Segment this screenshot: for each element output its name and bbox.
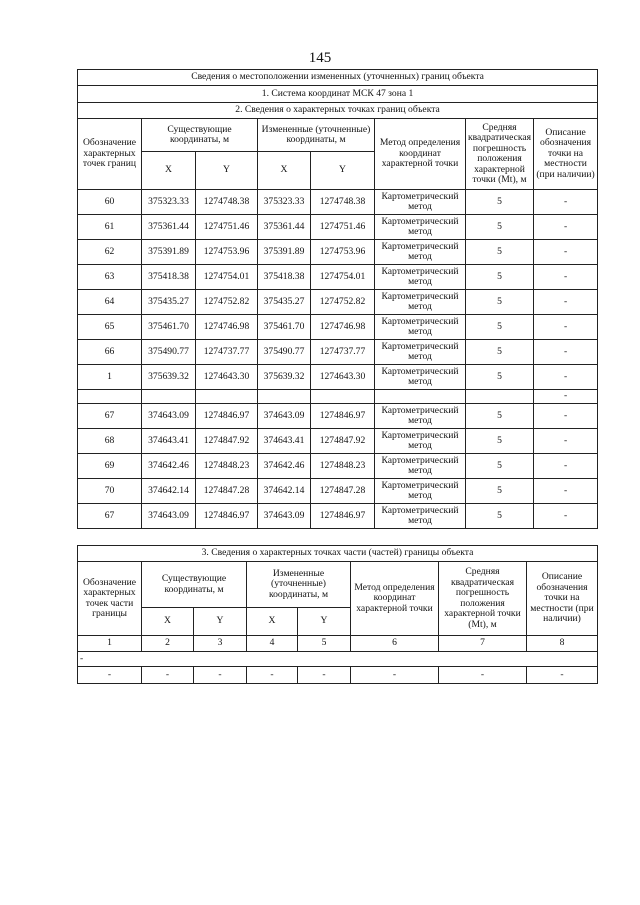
cell-changed-x: 375418.38 xyxy=(258,265,311,290)
cell-existing-x: 374643.09 xyxy=(142,404,196,429)
header-point: Обозначение характерных точек границ xyxy=(78,119,142,190)
cell-point: 1 xyxy=(78,365,142,390)
cell-method: Картометрический метод xyxy=(375,315,466,340)
cell-existing-y: 1274753.96 xyxy=(196,240,258,265)
cell-error: 5 xyxy=(466,429,534,454)
cell-point: 61 xyxy=(78,215,142,240)
cell-method: Картометрический метод xyxy=(375,340,466,365)
cell-existing-y: 1274746.98 xyxy=(196,315,258,340)
empty-data-row xyxy=(78,667,598,684)
p3-header-changed-x: X xyxy=(247,608,298,636)
header-error: Средняя квадратическая погрешность положения характерной точки (Mt), м xyxy=(466,119,534,190)
cell-existing-y: 1274754.01 xyxy=(196,265,258,290)
cell-method: Картометрический метод xyxy=(375,504,466,529)
dash-row xyxy=(78,652,598,667)
cell-changed-y: 1274751.46 xyxy=(311,215,375,240)
cell-existing-x: 374643.09 xyxy=(142,504,196,529)
cell-changed-x: 374643.41 xyxy=(258,429,311,454)
cell-point: 67 xyxy=(78,504,142,529)
col-number: 2 xyxy=(142,636,194,652)
cell-changed-x: 374643.09 xyxy=(258,404,311,429)
cell-existing-y: 1274737.77 xyxy=(196,340,258,365)
cell-error xyxy=(466,390,534,404)
part-boundary-points-table xyxy=(77,545,598,684)
cell-changed-x: 374642.46 xyxy=(258,454,311,479)
table-row xyxy=(78,190,598,215)
col-number: 3 xyxy=(194,636,247,652)
cell-changed-y: 1274737.77 xyxy=(311,340,375,365)
cell-error: 5 xyxy=(466,504,534,529)
cell-dash: - xyxy=(78,667,142,684)
cell-method: Картометрический метод xyxy=(375,290,466,315)
p3-header-existing-y: Y xyxy=(194,608,247,636)
p3-header-changed-coords: Измененные (уточненные) координаты, м xyxy=(247,562,351,608)
header-existing-x: X xyxy=(142,152,196,190)
cell-changed-x: 375490.77 xyxy=(258,340,311,365)
boundary-points-table xyxy=(77,69,598,529)
cell-point: 64 xyxy=(78,290,142,315)
p3-header-method: Метод определения координат характерной точки xyxy=(351,562,439,636)
cell-changed-x: 375361.44 xyxy=(258,215,311,240)
table-row xyxy=(78,340,598,365)
coord-system-label: 1. Система координат МСК 47 зона 1 xyxy=(78,86,598,103)
col-number: 8 xyxy=(527,636,598,652)
cell-changed-y: 1274748.38 xyxy=(311,190,375,215)
table-row xyxy=(78,429,598,454)
cell-description: - xyxy=(534,190,598,215)
page-number: 145 xyxy=(308,50,332,66)
cell-error: 5 xyxy=(466,315,534,340)
col-number: 7 xyxy=(439,636,527,652)
part3-title: 3. Сведения о характерных точках части (частей) границы объекта xyxy=(78,546,598,562)
cell-point: 67 xyxy=(78,404,142,429)
table-row xyxy=(78,454,598,479)
cell-changed-y: 1274847.28 xyxy=(311,479,375,504)
cell-description: - xyxy=(534,479,598,504)
cell-error: 5 xyxy=(466,215,534,240)
cell-existing-x: 374642.46 xyxy=(142,454,196,479)
header-changed-x: X xyxy=(258,152,311,190)
cell-existing-x: 375461.70 xyxy=(142,315,196,340)
cell-method: Картометрический метод xyxy=(375,365,466,390)
cell-changed-x: 374643.09 xyxy=(258,504,311,529)
cell-point: 69 xyxy=(78,454,142,479)
cell-existing-x: 374642.14 xyxy=(142,479,196,504)
cell-description: - xyxy=(534,365,598,390)
cell-point: 60 xyxy=(78,190,142,215)
cell-description: - xyxy=(534,454,598,479)
cell-changed-y: 1274848.23 xyxy=(311,454,375,479)
cell-error: 5 xyxy=(466,190,534,215)
cell-changed-y: 1274754.01 xyxy=(311,265,375,290)
cell-changed-y: 1274846.97 xyxy=(311,504,375,529)
header-changed-coords: Измененные (уточненные) координаты, м xyxy=(258,119,375,152)
cell-method: Картометрический метод xyxy=(375,454,466,479)
cell-existing-x: 374643.41 xyxy=(142,429,196,454)
cell-existing-y: 1274847.28 xyxy=(196,479,258,504)
p3-header-point: Обозначение характерных точек части границы xyxy=(78,562,142,636)
cell-existing-y: 1274848.23 xyxy=(196,454,258,479)
cell-dash: - xyxy=(527,667,598,684)
cell-method: Картометрический метод xyxy=(375,404,466,429)
cell-method: Картометрический метод xyxy=(375,429,466,454)
cell-changed-y: 1274847.92 xyxy=(311,429,375,454)
cell-error: 5 xyxy=(466,479,534,504)
cell-changed-y: 1274753.96 xyxy=(311,240,375,265)
cell-error: 5 xyxy=(466,340,534,365)
section-title: Сведения о местоположении измененных (уточненных) границ объекта xyxy=(78,70,598,86)
col-number: 6 xyxy=(351,636,439,652)
dash-cell: - xyxy=(78,652,598,667)
cell-changed-y xyxy=(311,390,375,404)
cell-existing-y: 1274751.46 xyxy=(196,215,258,240)
cell-dash: - xyxy=(194,667,247,684)
header-changed-y: Y xyxy=(311,152,375,190)
cell-existing-x: 375639.32 xyxy=(142,365,196,390)
cell-existing-y xyxy=(196,390,258,404)
part2-title: 2. Сведения о характерных точках границ объекта xyxy=(78,103,598,119)
cell-existing-y: 1274752.82 xyxy=(196,290,258,315)
cell-changed-x: 375323.33 xyxy=(258,190,311,215)
table-row xyxy=(78,479,598,504)
cell-existing-y: 1274643.30 xyxy=(196,365,258,390)
cell-existing-x: 375418.38 xyxy=(142,265,196,290)
cell-point: 65 xyxy=(78,315,142,340)
cell-description: - xyxy=(534,429,598,454)
cell-dash: - xyxy=(142,667,194,684)
cell-changed-x: 374642.14 xyxy=(258,479,311,504)
cell-description: - xyxy=(534,290,598,315)
cell-existing-y: 1274748.38 xyxy=(196,190,258,215)
p3-header-description: Описание обозначения точки на местности (при наличии) xyxy=(527,562,598,636)
cell-error: 5 xyxy=(466,265,534,290)
header-method: Метод определения координат характерной точки xyxy=(375,119,466,190)
table-row xyxy=(78,404,598,429)
cell-existing-x: 375361.44 xyxy=(142,215,196,240)
col-number: 1 xyxy=(78,636,142,652)
p3-header-changed-y: Y xyxy=(298,608,351,636)
cell-method: Картометрический метод xyxy=(375,265,466,290)
cell-description: - xyxy=(534,215,598,240)
cell-description: - xyxy=(534,404,598,429)
cell-description: - xyxy=(534,240,598,265)
col-number: 4 xyxy=(247,636,298,652)
table-row xyxy=(78,390,598,404)
cell-existing-x: 375490.77 xyxy=(142,340,196,365)
cell-method xyxy=(375,390,466,404)
col-number: 5 xyxy=(298,636,351,652)
p3-header-error: Средняя квадратическая погрешность положения характерной точки (Mt), м xyxy=(439,562,527,636)
cell-existing-x: 375435.27 xyxy=(142,290,196,315)
cell-existing-y: 1274847.92 xyxy=(196,429,258,454)
cell-changed-x xyxy=(258,390,311,404)
column-number-row xyxy=(78,636,598,652)
cell-changed-x: 375435.27 xyxy=(258,290,311,315)
header-description: Описание обозначения точки на местности (при наличии) xyxy=(534,119,598,190)
cell-point: 70 xyxy=(78,479,142,504)
cell-error: 5 xyxy=(466,454,534,479)
cell-changed-x: 375461.70 xyxy=(258,315,311,340)
table-row xyxy=(78,265,598,290)
cell-changed-x: 375391.89 xyxy=(258,240,311,265)
p3-header-existing-x: X xyxy=(142,608,194,636)
cell-error: 5 xyxy=(466,365,534,390)
cell-changed-y: 1274846.97 xyxy=(311,404,375,429)
cell-existing-y: 1274846.97 xyxy=(196,404,258,429)
cell-description: - xyxy=(534,390,598,404)
cell-point: 66 xyxy=(78,340,142,365)
cell-dash: - xyxy=(247,667,298,684)
table-row xyxy=(78,215,598,240)
cell-error: 5 xyxy=(466,290,534,315)
cell-method: Картометрический метод xyxy=(375,479,466,504)
cell-method: Картометрический метод xyxy=(375,240,466,265)
cell-changed-y: 1274752.82 xyxy=(311,290,375,315)
cell-point xyxy=(78,390,142,404)
header-existing-coords: Существующие координаты, м xyxy=(142,119,258,152)
cell-dash: - xyxy=(298,667,351,684)
table-row xyxy=(78,240,598,265)
table-row xyxy=(78,504,598,529)
cell-description: - xyxy=(534,315,598,340)
cell-changed-y: 1274643.30 xyxy=(311,365,375,390)
cell-existing-y: 1274846.97 xyxy=(196,504,258,529)
cell-error: 5 xyxy=(466,404,534,429)
cell-dash: - xyxy=(439,667,527,684)
cell-method: Картометрический метод xyxy=(375,215,466,240)
table-row xyxy=(78,365,598,390)
cell-dash: - xyxy=(351,667,439,684)
header-existing-y: Y xyxy=(196,152,258,190)
cell-existing-x xyxy=(142,390,196,404)
cell-changed-y: 1274746.98 xyxy=(311,315,375,340)
cell-existing-x: 375391.89 xyxy=(142,240,196,265)
p3-header-existing-coords: Существующие координаты, м xyxy=(142,562,247,608)
cell-description: - xyxy=(534,265,598,290)
cell-point: 63 xyxy=(78,265,142,290)
cell-description: - xyxy=(534,340,598,365)
table-row xyxy=(78,315,598,340)
cell-existing-x: 375323.33 xyxy=(142,190,196,215)
cell-method: Картометрический метод xyxy=(375,190,466,215)
cell-changed-x: 375639.32 xyxy=(258,365,311,390)
cell-point: 62 xyxy=(78,240,142,265)
cell-description: - xyxy=(534,504,598,529)
cell-error: 5 xyxy=(466,240,534,265)
table-row xyxy=(78,290,598,315)
cell-point: 68 xyxy=(78,429,142,454)
